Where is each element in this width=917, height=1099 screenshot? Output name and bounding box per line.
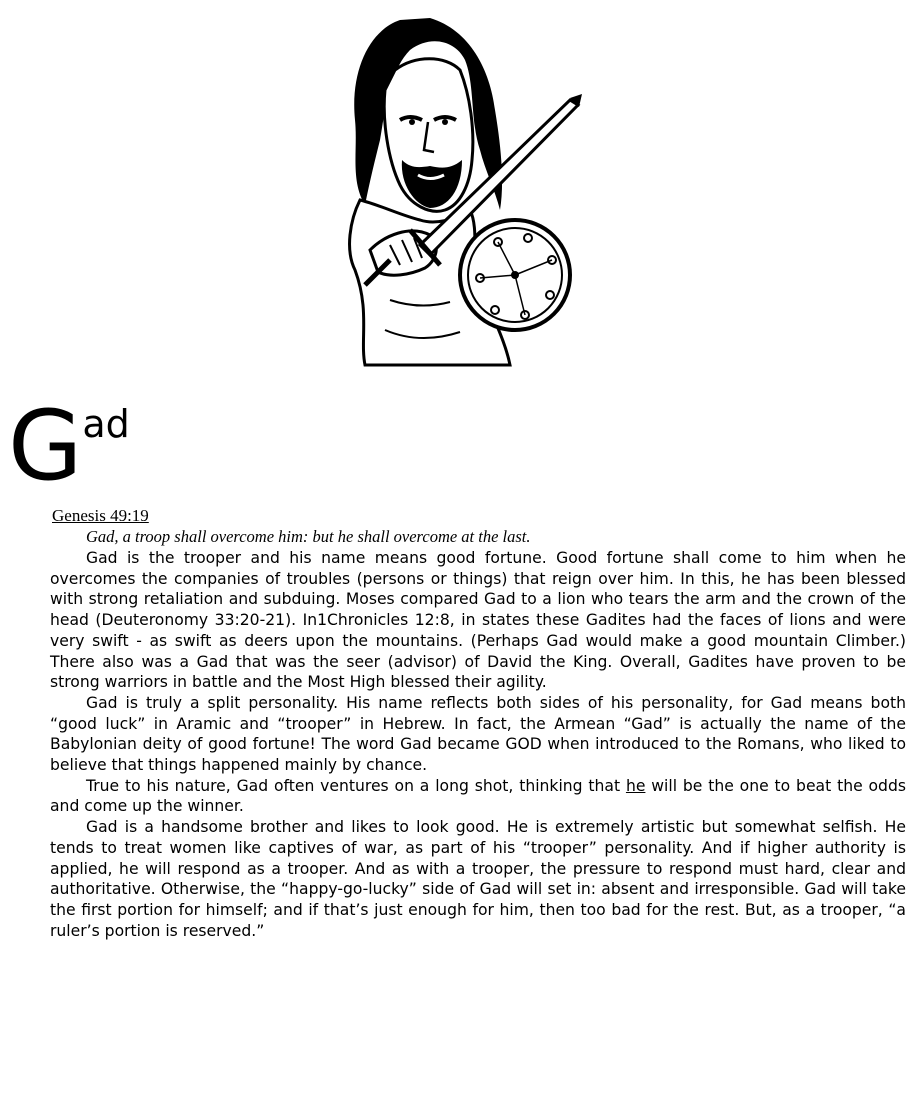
body-text — [50, 548, 906, 941]
paragraph: Gad is a handsome brother and likes to look good. He is extremely artistic but somewhat selfish. He tends to treat women like captives of war, as part of his “trooper” personality. And if higher authority is applied, he will respond as a trooper. And as with a trooper, the pressure to respond must hard, clear and authoritative. Otherwise, the “happy-go-lucky” side of Gad will set in: absent and irresponsible. Gad will take the first portion for himself; and if that’s just enough for him, then too bad for the rest. But, as a trooper, “a ruler’s portion is reserved.” — [50, 818, 906, 940]
emphasized-word: he — [625, 776, 646, 795]
paragraph-text: True to his nature, Gad often ventures on a long shot, thinking that — [86, 776, 626, 795]
title-rest: ad — [82, 402, 130, 446]
paragraph: Gad is truly a split personality. His name reflects both sides of his personality, for Gad means both “good luck” in Aramic and “trooper” in Hebrew. In fact, the Armean “Gad” is actually the name of the Babylonian deity of good fortune! The word Gad became GOD when introduced to the Romans, who liked to believe that things happened mainly by chance. — [50, 693, 906, 775]
title-initial-letter: G — [8, 390, 81, 502]
shield — [460, 220, 570, 330]
scripture-quote: Gad, a troop shall overcome him: but he shall overcome at the last. — [86, 527, 531, 546]
paragraph-text: will be the one to beat the odds and come up the winner. — [50, 776, 906, 816]
page-title — [8, 390, 130, 502]
scripture-reference: Genesis 49:19 — [52, 506, 149, 525]
paragraph — [50, 776, 906, 817]
warrior-illustration — [330, 10, 590, 375]
paragraph: Gad is the trooper and his name means good fortune. Good fortune shall come to him when he overcomes the companies of troubles (persons or things) that reign over him. In this, he has been blessed with strong retaliation and subduing. Moses compared Gad to a lion who tears the arm and the crown of the head (Deuteronomy 33:20-21). In1Chronicles 12:8, in states these Gadites had the faces of lions and were very swift - as swift as deers upon the mountains. (Perhaps Gad would make a good mountain Climber.) There also was a Gad that was the seer (advisor) of David the King. Overall, Gadites have proven to be strong warriors in battle and the Most High blessed their agility. — [50, 549, 906, 692]
